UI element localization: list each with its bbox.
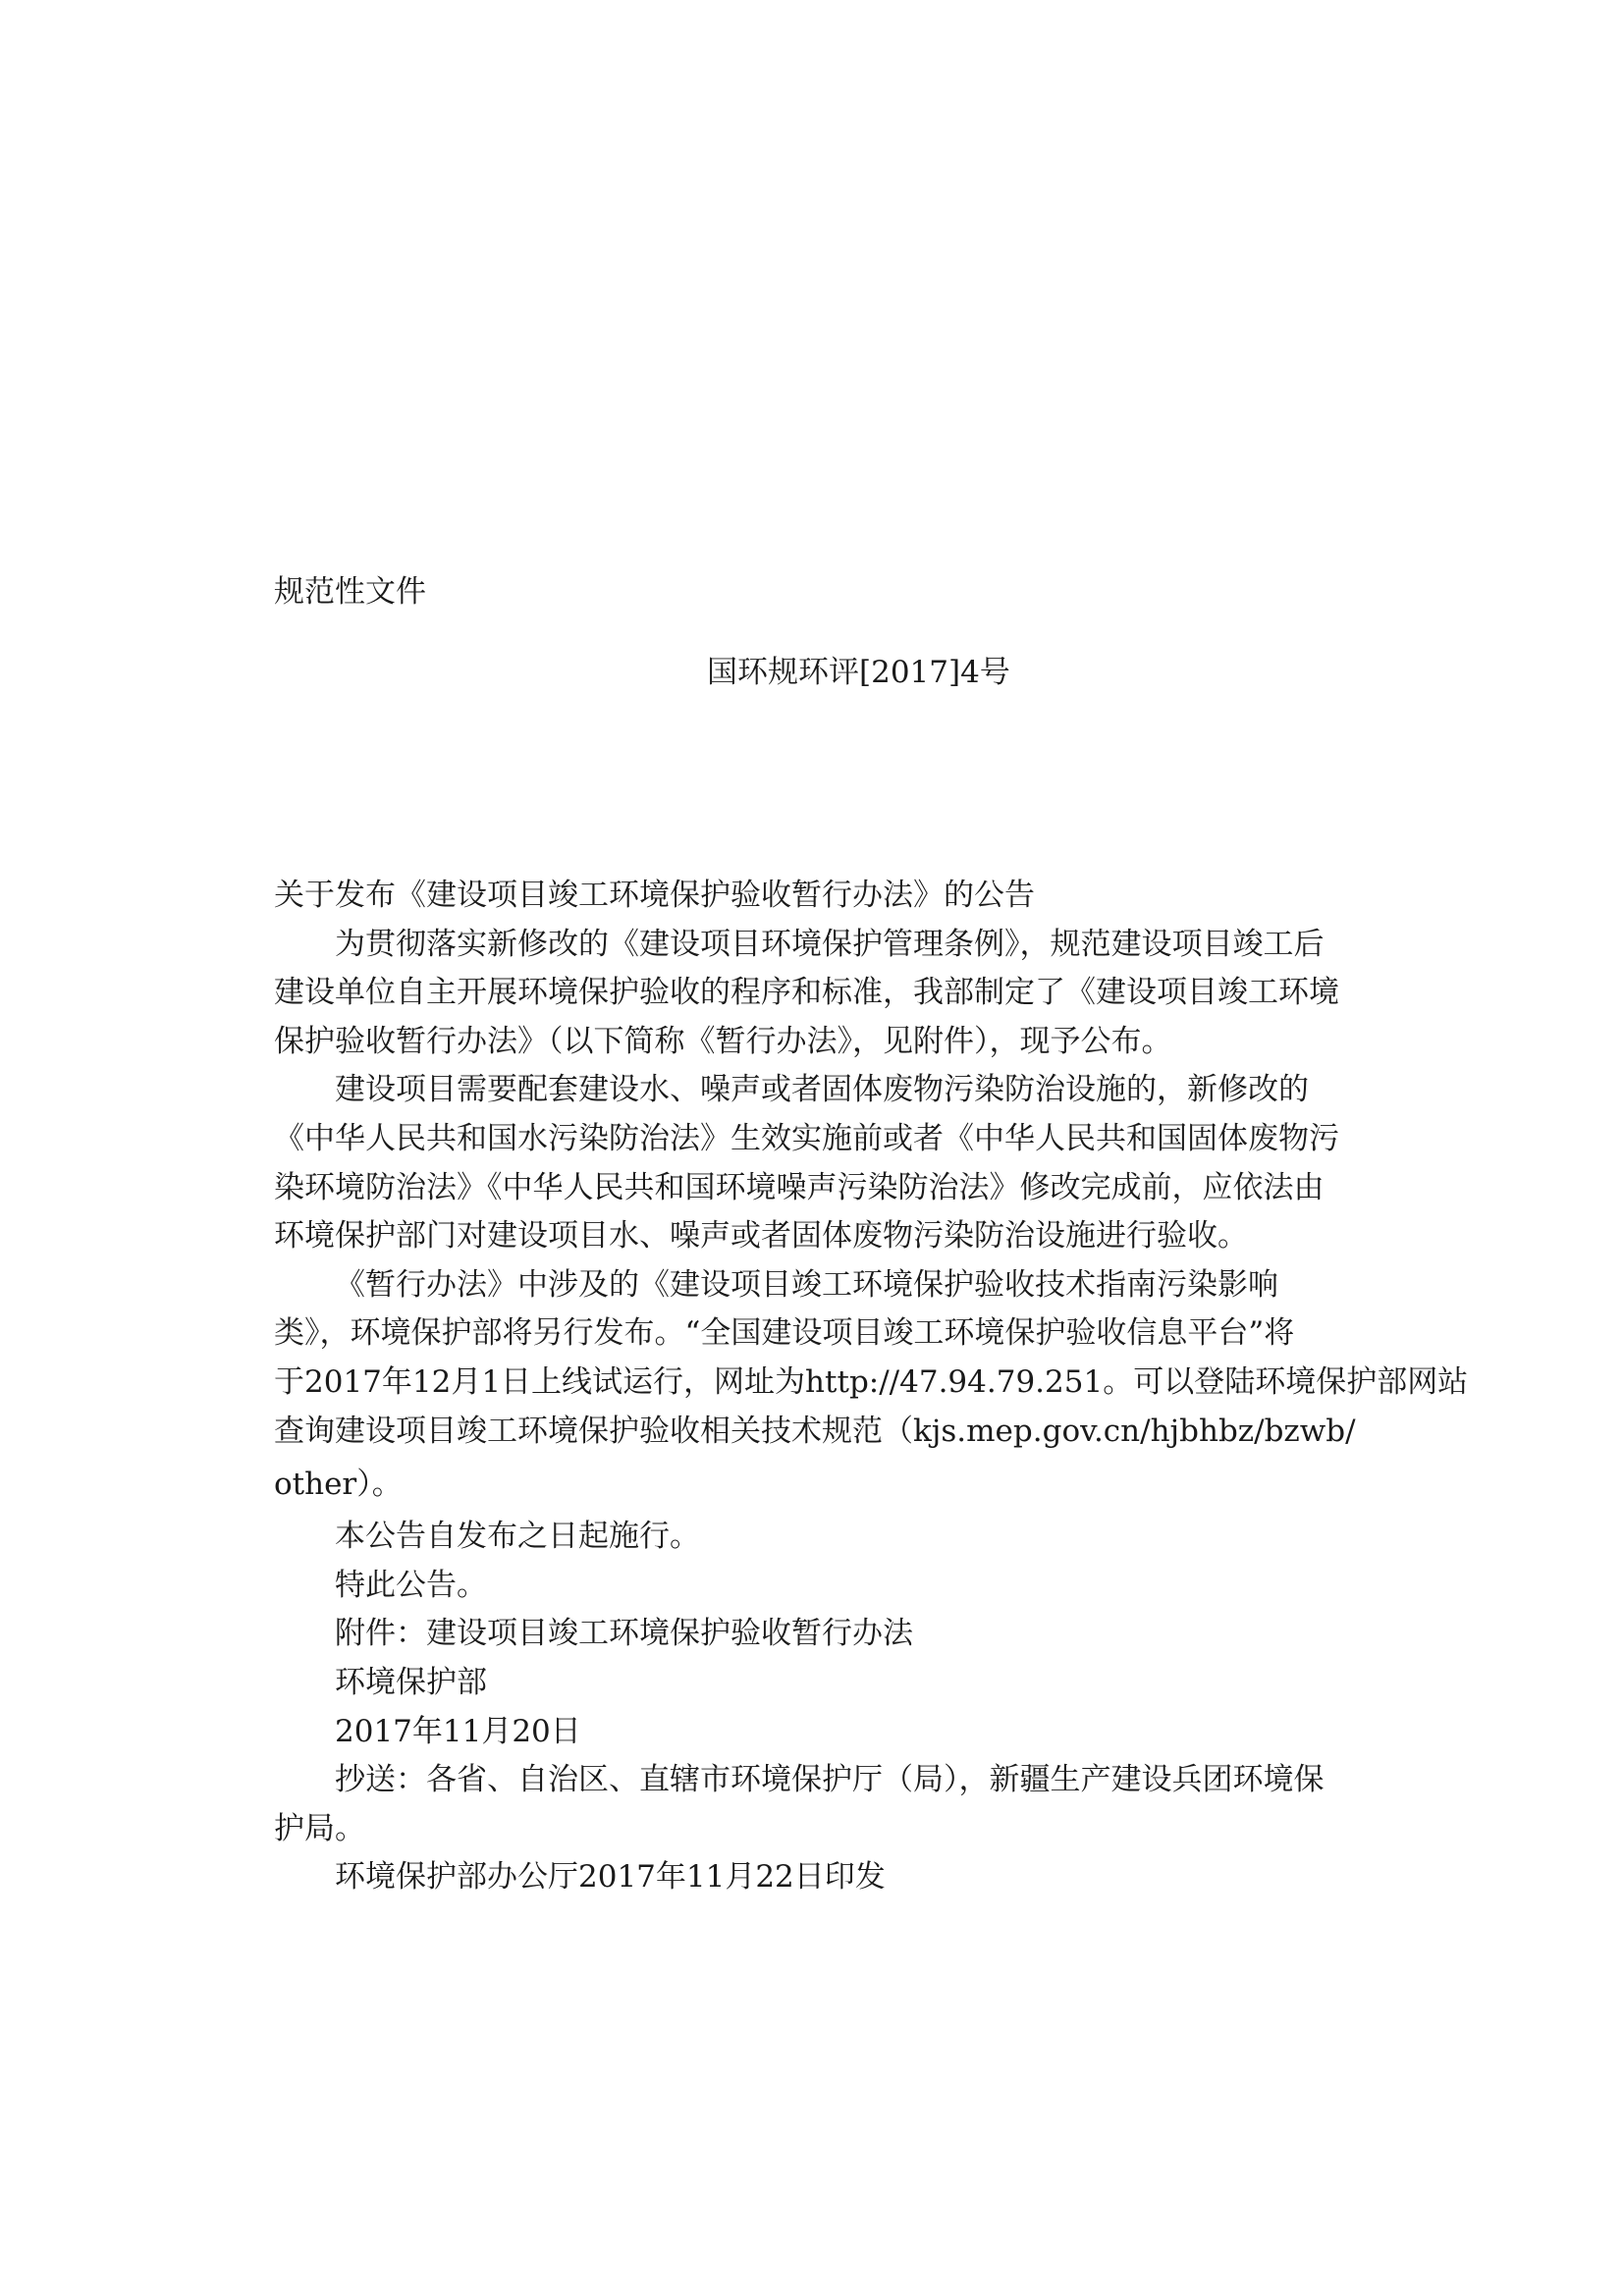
document-category: 规范性文件	[274, 574, 426, 610]
paragraph-line: 建设项目需要配套建设水、噪声或者固体废物污染防治设施的，新修改的	[335, 1072, 1309, 1108]
paragraph-line: other）。	[274, 1467, 403, 1503]
paragraph-line: 《暂行办法》中涉及的《建设项目竣工环境保护验收技术指南污染影响	[335, 1266, 1278, 1303]
paragraph-line: 为贯彻落实新修改的《建设项目环境保护管理条例》，规范建设项目竣工后	[335, 926, 1325, 962]
document-body	[274, 872, 1469, 1902]
paragraph-line: 《中华人民共和国水污染防治法》生效实施前或者《中华人民共和国固体废物污	[274, 1120, 1339, 1156]
issue-date-line: 2017年11月20日	[335, 1713, 581, 1749]
cc-line: 护局。	[274, 1810, 365, 1846]
paragraph-line: 类》，环境保护部将另行发布。“全国建设项目竣工环境保护验收信息平台”将	[274, 1315, 1295, 1352]
attachment-line: 附件：建设项目竣工环境保护验收暂行办法	[335, 1616, 913, 1652]
paragraph-line: 保护验收暂行办法》（以下简称《暂行办法》，见附件），现予公布。	[274, 1023, 1172, 1059]
paragraph-line: 染环境防治法》《中华人民共和国环境噪声污染防治法》修改完成前，应依法由	[274, 1169, 1325, 1205]
closing-line: 特此公告。	[335, 1567, 487, 1603]
paragraph-line: 于2017年12月1日上线试运行，网址为http://47.94.79.251。可以登陆环境保护部网站	[274, 1363, 1469, 1400]
paragraph-line: 环境保护部门对建设项目水、噪声或者固体废物污染防治设施进行验收。	[274, 1218, 1248, 1255]
announcement-title: 关于发布《建设项目竣工环境保护验收暂行办法》的公告	[274, 878, 1035, 913]
effective-date-line: 本公告自发布之日起施行。	[335, 1519, 700, 1555]
document-number: 国环规环评[2017]4号	[707, 655, 1010, 690]
paragraph-line: 查询建设项目竣工环境保护验收相关技术规范（kjs.mep.gov.cn/hjbhbz/bzwb/	[274, 1413, 1356, 1449]
issuer-line: 环境保护部	[335, 1664, 487, 1700]
paragraph-line: 建设单位自主开展环境保护验收的程序和标准，我部制定了《建设项目竣工环境	[274, 975, 1339, 1011]
print-info-line: 环境保护部办公厅2017年11月22日印发	[335, 1859, 886, 1896]
cc-line: 抄送：各省、自治区、直辖市环境保护厅（局），新疆生产建设兵团环境保	[335, 1762, 1325, 1798]
